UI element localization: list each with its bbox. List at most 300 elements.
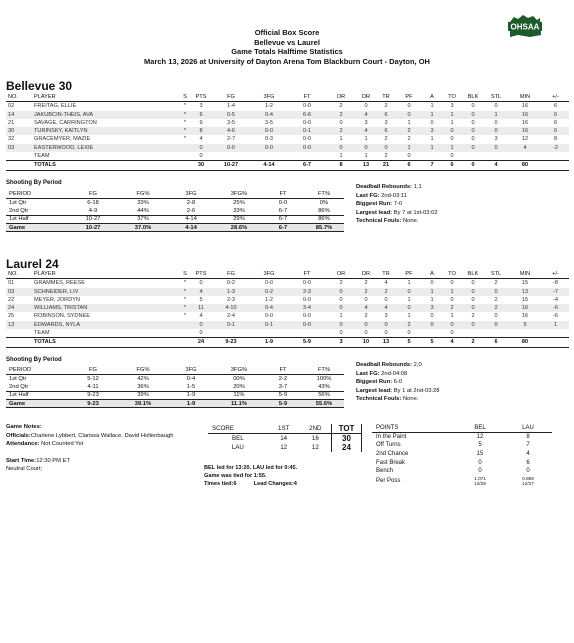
player-row	[6, 279, 569, 288]
team-note-value: 7-0	[393, 201, 403, 208]
period-cell: 1-5	[186, 383, 196, 390]
lead-note-2: Game was tied for 1:55.	[204, 473, 267, 480]
stat-cell: 2	[396, 321, 422, 329]
score-column-header: SCORE	[208, 424, 268, 434]
stat-cell: 0	[407, 103, 411, 110]
per-possession-value: 0.889	[522, 475, 534, 481]
stat-cell: WILLIAMS, TRISTAN	[32, 304, 180, 312]
stat-cell: 13	[508, 288, 542, 296]
period-column-header: FG	[66, 190, 120, 198]
player-row	[6, 127, 569, 135]
total-cell: 5	[422, 338, 442, 347]
period-table-bellevue	[6, 190, 344, 232]
period-cell: 43%	[318, 383, 330, 390]
stat-cell: 0	[494, 313, 498, 320]
stat-cell: 0-0	[288, 321, 326, 329]
team-note-value: 2nd-04:08	[381, 370, 408, 377]
stat-cell: 0	[407, 153, 411, 160]
column-header: STL	[484, 93, 508, 102]
stat-cell: 03	[6, 288, 32, 296]
points-header-row	[372, 424, 552, 433]
stat-cell: 0-0	[264, 313, 274, 320]
total-cell: 6	[396, 161, 422, 170]
period-column-header: PERIOD	[6, 190, 66, 198]
stat-cell	[508, 329, 542, 338]
score-column-header: 2ND	[300, 424, 332, 434]
stat-cell: 0	[339, 330, 343, 337]
stat-cell: 2	[407, 136, 411, 143]
stat-cell: 0	[471, 296, 475, 303]
stat-cell: 9	[199, 119, 203, 126]
column-header: STL	[484, 270, 508, 279]
stat-cell: 0-0	[212, 144, 250, 152]
stat-cell: 0	[471, 136, 475, 143]
column-header: A	[422, 93, 442, 102]
player-row	[6, 296, 569, 304]
team-note-line	[356, 209, 438, 218]
total-cell	[6, 161, 32, 170]
period-cell: 5-9	[262, 391, 304, 399]
stat-cell: 5	[199, 296, 203, 303]
period-cell: 39%	[120, 391, 166, 399]
box-header-row	[6, 93, 569, 102]
stat-cell: 3	[450, 103, 454, 110]
column-header: A	[422, 270, 442, 279]
stat-cell: 8	[553, 136, 558, 143]
column-header: NO.	[6, 93, 32, 102]
score-cell: 12	[311, 444, 319, 452]
period-cell: Game	[6, 400, 66, 408]
stat-cell: 0	[471, 280, 475, 287]
total-cell: TOTALS	[32, 338, 180, 347]
period-cell: 1st Half	[6, 215, 66, 223]
stat-cell: EASTERWOOD, LEXIE	[32, 144, 180, 152]
stat-cell: 1	[542, 321, 569, 329]
points-cell: Fast Break	[376, 459, 406, 466]
stat-cell: TURINSKY, KAITLYN	[32, 127, 180, 135]
period-cell: 1st Qtr	[9, 199, 27, 206]
stat-cell: 1	[450, 313, 454, 320]
stat-cell: 0	[462, 127, 484, 135]
stat-cell: 02	[8, 103, 15, 110]
stat-cell: 0-1	[288, 127, 326, 135]
stat-cell: *	[180, 127, 190, 135]
points-cell: 4	[526, 451, 530, 458]
stat-cell: 2	[326, 111, 356, 119]
team-note-line	[356, 378, 439, 387]
stat-cell: FREITAG, ELLIE	[34, 103, 77, 110]
stat-cell	[422, 329, 442, 338]
stat-cell: 0	[484, 127, 508, 135]
stat-cell: 3-5	[264, 119, 274, 126]
points-column-header: LAU	[504, 424, 552, 433]
header-line-3: Game Totals Halftime Statistics	[231, 47, 343, 57]
stat-cell: 3-5	[226, 119, 236, 126]
stat-cell: 2-7	[226, 136, 236, 143]
stat-cell: 0	[339, 296, 343, 303]
stat-cell: EDWARDS, NYLA	[32, 321, 180, 329]
per-possession-fraction: 12/27	[522, 480, 534, 486]
stat-cell	[6, 329, 32, 338]
period-cell: 00%	[233, 375, 245, 382]
stat-cell: 0	[462, 288, 484, 296]
stat-cell: 1-2	[264, 296, 274, 303]
period-cell: 4-14	[166, 224, 216, 232]
period-cell: 0-0	[278, 199, 288, 206]
total-cell: 6	[442, 161, 462, 170]
stat-cell	[462, 329, 484, 338]
player-row	[6, 321, 569, 329]
lead-changes-value: 4	[293, 481, 297, 488]
stat-cell: 6	[542, 127, 569, 135]
stat-cell: 2	[384, 136, 388, 143]
points-cell: Off Turns	[376, 442, 401, 449]
stat-cell	[212, 152, 250, 161]
points-cell: 2nd Chance	[376, 451, 409, 458]
score-column-header: TOT	[332, 424, 362, 434]
period-column-header: FG%	[120, 366, 166, 374]
stat-cell: TEAM	[34, 153, 50, 160]
column-header: BLK	[462, 93, 484, 102]
total-cell: 4	[442, 338, 462, 347]
points-cell: 7	[526, 442, 530, 449]
column-header: PLAYER	[32, 93, 180, 102]
period-header-row	[6, 190, 344, 198]
total-cell: 21	[376, 161, 396, 170]
stat-cell: 01	[8, 280, 15, 287]
points-cell: 6	[526, 459, 530, 466]
total-cell: 6	[484, 338, 508, 347]
player-row	[6, 304, 569, 312]
stat-cell: 0	[199, 280, 203, 287]
team-note-line	[356, 200, 438, 209]
period-cell: 55.6%	[304, 400, 344, 408]
stat-cell: -8	[553, 280, 558, 287]
stat-cell: 6	[376, 111, 396, 119]
team-note-value: 2,0	[413, 362, 422, 368]
team-note-value: 1,1	[413, 184, 422, 190]
team-note-line	[356, 387, 439, 396]
period-column-header: FT%	[304, 366, 344, 374]
stat-cell	[288, 152, 326, 161]
stat-cell: 2	[356, 288, 376, 296]
stat-cell	[484, 329, 508, 338]
column-header: 3FG	[250, 93, 288, 102]
stat-cell: -6	[542, 304, 569, 312]
stat-cell: 0-0	[264, 280, 274, 287]
points-cell: 8	[526, 434, 530, 441]
team-note-value: None.	[402, 218, 419, 225]
stat-cell: -6	[553, 313, 558, 320]
stat-cell: 2	[384, 153, 388, 160]
stat-cell: 1	[396, 144, 422, 152]
player-row	[6, 152, 569, 161]
stat-cell: 4	[199, 313, 203, 320]
period-cell: 6-7	[262, 215, 304, 223]
stat-cell: 0	[494, 103, 498, 110]
points-cell: 12	[476, 434, 484, 441]
points-row	[372, 433, 552, 442]
total-cell	[542, 161, 569, 170]
stat-cell: 2-3	[288, 288, 326, 296]
total-cell: 9-23	[212, 338, 250, 347]
period-cell: 6-7	[262, 224, 304, 232]
period-cell: 2-6	[186, 207, 196, 214]
stat-cell: 13	[6, 321, 32, 329]
header-line-2: Bellevue vs Laurel	[254, 37, 320, 47]
stat-cell: MEYER, JORDYN	[34, 296, 80, 303]
column-header: DR	[356, 93, 376, 102]
stat-cell: 1	[442, 111, 462, 119]
period-cell: 1st Half	[6, 391, 66, 399]
stat-cell: 3	[384, 313, 388, 320]
period-cell: Game	[6, 224, 66, 232]
stat-cell: 2	[376, 288, 396, 296]
stat-cell: 4	[190, 288, 212, 296]
period-cell: 0%	[319, 199, 329, 206]
stat-cell	[508, 152, 542, 161]
stat-cell: 0	[384, 330, 388, 337]
column-header: MIN	[508, 270, 542, 279]
stat-cell	[180, 144, 190, 152]
stat-cell: 2	[364, 313, 368, 320]
period-column-header: FG%	[120, 190, 166, 198]
stat-cell	[180, 329, 190, 338]
stat-cell: 0-0	[302, 313, 312, 320]
stat-cell	[288, 329, 326, 338]
column-header: FT	[288, 270, 326, 279]
stat-cell: 03	[6, 144, 32, 152]
stat-cell: GRAMMES, REESE	[34, 280, 85, 287]
stat-cell: 0	[462, 111, 484, 119]
stat-cell: 1	[430, 296, 434, 303]
stat-cell: 0	[471, 119, 475, 126]
player-row	[6, 288, 569, 296]
points-row	[372, 467, 552, 476]
points-cell: 5	[478, 442, 482, 449]
venue-note: Neutral Court;	[6, 466, 43, 473]
stat-cell: 0	[364, 330, 368, 337]
stat-cell: 0-4	[250, 304, 288, 312]
total-cell: 80	[508, 338, 542, 347]
period-row	[6, 215, 344, 223]
stat-cell	[180, 152, 190, 161]
stat-cell: *	[180, 111, 190, 119]
team-note-line	[356, 395, 439, 404]
period-cell: 5-9	[262, 400, 304, 408]
stat-cell: 1	[430, 136, 434, 143]
team-note-value: 6-0	[393, 379, 403, 386]
period-cell: 0-4	[186, 375, 196, 382]
stat-cell: 3	[422, 304, 442, 312]
stat-cell: 0	[364, 103, 368, 110]
points-column-header: BEL	[456, 424, 504, 433]
stat-cell: 16	[521, 119, 529, 126]
total-cell: 2	[462, 338, 484, 347]
stat-cell: 1	[422, 144, 442, 152]
column-header: BLK	[462, 270, 484, 279]
stat-cell: 0-0	[302, 280, 312, 287]
score-cell: BEL	[232, 435, 244, 442]
stat-cell: *	[183, 280, 187, 287]
column-header: PTS	[190, 270, 212, 279]
stat-cell: SAVAGE, CARRINGTON	[34, 119, 97, 126]
score-row	[208, 443, 362, 452]
stat-cell: 2	[442, 304, 462, 312]
total-cell: 10	[356, 338, 376, 347]
stat-cell: 0-0	[302, 296, 312, 303]
period-cell: 9-23	[66, 391, 120, 399]
stat-cell	[484, 152, 508, 161]
stat-cell: ROBINSON, SYDNEE	[34, 313, 90, 320]
score-row	[208, 434, 362, 444]
player-row	[6, 102, 569, 111]
period-cell: 44%	[137, 207, 149, 214]
score-cell: 16	[311, 435, 319, 442]
stat-cell: 4-6	[212, 127, 250, 135]
column-header: DR	[356, 270, 376, 279]
column-header: PLAYER	[32, 270, 180, 279]
box-header-row	[6, 270, 569, 279]
stat-cell: 0-3	[264, 136, 274, 143]
attendance-label: Attendance:	[6, 441, 40, 448]
stat-cell: 16	[521, 103, 529, 110]
column-header: TR	[376, 270, 396, 279]
period-column-header: FG	[66, 366, 120, 374]
period-row	[6, 224, 344, 232]
period-cell: 5-12	[87, 375, 99, 382]
stat-cell: 0-0	[302, 119, 312, 126]
period-cell: 33%	[137, 199, 149, 206]
points-cell: 0	[478, 459, 482, 466]
per-possession-row	[372, 476, 552, 486]
points-cell: 0	[478, 468, 482, 475]
stat-cell: 2-3	[226, 296, 236, 303]
stat-cell: 0	[190, 321, 212, 329]
stat-cell: 0	[484, 288, 508, 296]
stat-cell: 0	[376, 144, 396, 152]
period-title-laurel: Shooting By Period	[6, 357, 62, 363]
column-header: PF	[396, 93, 422, 102]
stat-cell: 0	[199, 153, 203, 160]
stat-cell: 8	[190, 127, 212, 135]
stat-cell: 0-0	[250, 127, 288, 135]
totals-row	[6, 338, 569, 347]
period-column-header: PERIOD	[6, 366, 66, 374]
period-cell: 42%	[137, 375, 149, 382]
stat-cell: 1-2	[264, 103, 274, 110]
total-cell: 6-7	[288, 161, 326, 170]
officials-value: Charlene Lybbert, Clarissa Wallace, David Hollenbaugh	[30, 432, 174, 439]
total-cell: 1-9	[250, 338, 288, 347]
stat-cell: 3	[364, 119, 368, 126]
period-row	[6, 400, 344, 408]
stat-cell: 1	[407, 296, 411, 303]
stat-cell: 4	[199, 136, 203, 143]
period-cell: 11%	[216, 391, 262, 399]
stat-cell: 0-2	[226, 280, 236, 287]
period-column-header: FT	[262, 190, 304, 198]
stat-cell	[6, 152, 32, 161]
stat-cell: 1	[484, 111, 508, 119]
stat-cell: -7	[542, 288, 569, 296]
stat-cell: 6	[553, 103, 558, 110]
total-cell: 4	[484, 161, 508, 170]
stat-cell: 1-4	[226, 103, 236, 110]
stat-cell: 1	[422, 111, 442, 119]
points-row	[372, 441, 552, 450]
stat-cell: TEAM	[34, 330, 50, 337]
period-cell: 11.1%	[216, 400, 262, 408]
start-time-value: 12:30 PM ET	[36, 457, 71, 464]
stat-cell: 0	[396, 304, 422, 312]
points-cell: In the Paint	[376, 434, 407, 441]
stat-cell: 0-0	[250, 144, 288, 152]
stat-cell: 6	[553, 119, 558, 126]
stat-cell: 21	[8, 119, 15, 126]
points-breakdown-table	[372, 424, 552, 486]
stat-cell: 0	[199, 330, 203, 337]
period-column-header: FT	[262, 366, 304, 374]
stat-cell: 1	[364, 136, 368, 143]
lead-note-1: BEL led for 13:20. LAU led for 0:45.	[204, 465, 298, 471]
stat-cell: 0-0	[302, 136, 312, 143]
stat-cell: 4	[508, 144, 542, 152]
team-note-label: Largest lead:	[356, 387, 393, 394]
stat-cell: 0	[450, 153, 454, 160]
total-cell: 24	[190, 338, 212, 347]
points-column-header: POINTS	[372, 424, 456, 433]
team-note-line	[356, 217, 438, 226]
stat-cell: 2	[494, 280, 498, 287]
period-column-header: 3FG%	[216, 190, 262, 198]
total-cell	[542, 338, 569, 347]
stat-cell	[422, 152, 442, 161]
stat-cell: 0	[450, 280, 454, 287]
per-possession-cell	[456, 476, 504, 486]
stat-cell: *	[183, 313, 187, 320]
stat-cell: 30	[6, 127, 32, 135]
stat-cell: 0-4	[250, 111, 288, 119]
total-cell: 13	[376, 338, 396, 347]
stat-cell: 0	[462, 144, 484, 152]
total-cell	[180, 161, 190, 170]
stat-cell: 2	[384, 103, 388, 110]
stat-cell	[250, 329, 288, 338]
period-cell: 6-18	[87, 199, 99, 206]
period-cell: 4-11	[87, 383, 99, 390]
stat-cell: 0	[407, 330, 411, 337]
stat-cell: *	[180, 288, 190, 296]
period-column-header: 3FG	[166, 190, 216, 198]
period-row	[6, 198, 344, 206]
period-cell: 86%	[304, 215, 344, 223]
total-cell: TOTALS	[32, 161, 180, 170]
period-cell: 4-9	[88, 207, 98, 214]
total-cell: 3	[326, 338, 356, 347]
team-note-value: 2nd-03:11	[381, 192, 407, 199]
period-row	[6, 383, 344, 391]
period-column-header: FT%	[304, 190, 344, 198]
column-header: PTS	[190, 93, 212, 102]
period-cell: 2-2	[278, 375, 288, 382]
stat-cell: 16	[508, 304, 542, 312]
player-row	[6, 111, 569, 119]
period-cell: 100%	[316, 375, 332, 382]
period-column-header: 3FG	[166, 366, 216, 374]
stat-cell	[250, 152, 288, 161]
stat-cell: 1	[430, 103, 434, 110]
